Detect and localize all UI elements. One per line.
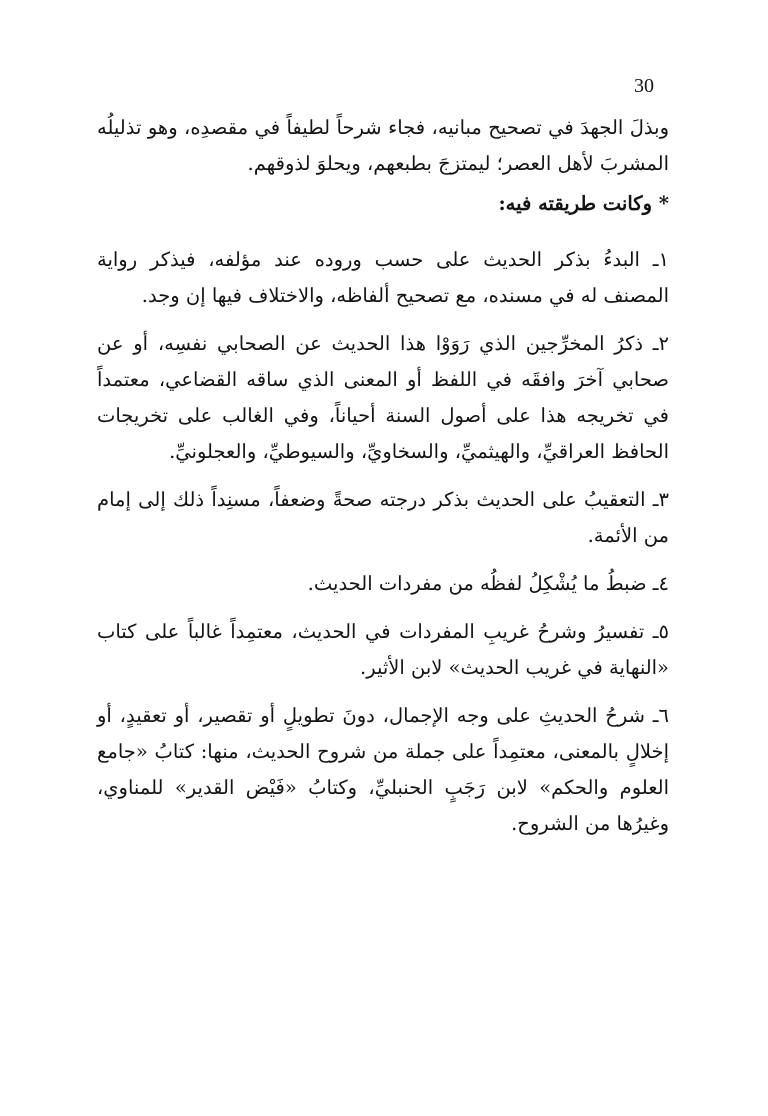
method-heading: * وكانت طريقته فيه: — [498, 192, 669, 215]
method-point: ٦ـ شرحُ الحديثِ على وجه الإجمال، دونَ تطويلٍ أو تقصير، أو تعقيدٍ، أو إخلالٍ بالمعنى، معتمِداً على جملة من شروح الحديث، منها: كتابُ «جامع العلوم والحكم» لابن رَجَبٍ الحنبليِّ، وكتابُ «فَيْض القدير» للمناوي، وغيرُها من الشروح. — [97, 704, 669, 835]
method-point: ٢ـ ذكرُ المخرِّجين الذي رَوَوْا هذا الحديث عن الصحابي نفسِه، أو عن صحابي آخرَ وافقَه في اللفظ أو المعنى الذي ساقه القضاعي، معتمداً في تخريجه هذا على أصول السنة أحياناً، وفي الغالب على تخريجات الحافظ العراقيِّ، والهيثميِّ، والسخاويِّ، والسيوطيِّ، والعجلونيِّ. — [97, 332, 669, 463]
intro-paragraph: وبذلَ الجهدَ في تصحيح مبانيه، فجاء شرحاً لطيفاً في مقصدِه، وهو تذليلُه المشربَ لأهل العصر؛ ليمتزجَ بطبعهم، ويحلوَ لذوقهم. — [97, 116, 669, 175]
method-point: ٣ـ التعقيبُ على الحديث بذكر درجته صحةً وضعفاً، مسنِداً ذلك إلى إمام من الأئمة. — [97, 488, 669, 547]
body-text — [97, 110, 669, 842]
page-number: 30 — [634, 75, 654, 97]
method-point: ١ـ البدءُ بذكر الحديث على حسب وروده عند مؤلفه، فيذكر رواية المصنف له في مسنده، مع تصحيح ألفاظه، والاختلاف فيها إن وجد. — [97, 248, 669, 307]
method-point: ٤ـ ضبطُ ما يُشْكِلُ لفظُه من مفردات الحديث. — [307, 572, 669, 595]
method-point: ٥ـ تفسيرُ وشرحُ غريبِ المفردات في الحديث، معتمِداً غالباً على كتاب «النهاية في غريب الحديث» لابن الأثير. — [97, 620, 669, 679]
